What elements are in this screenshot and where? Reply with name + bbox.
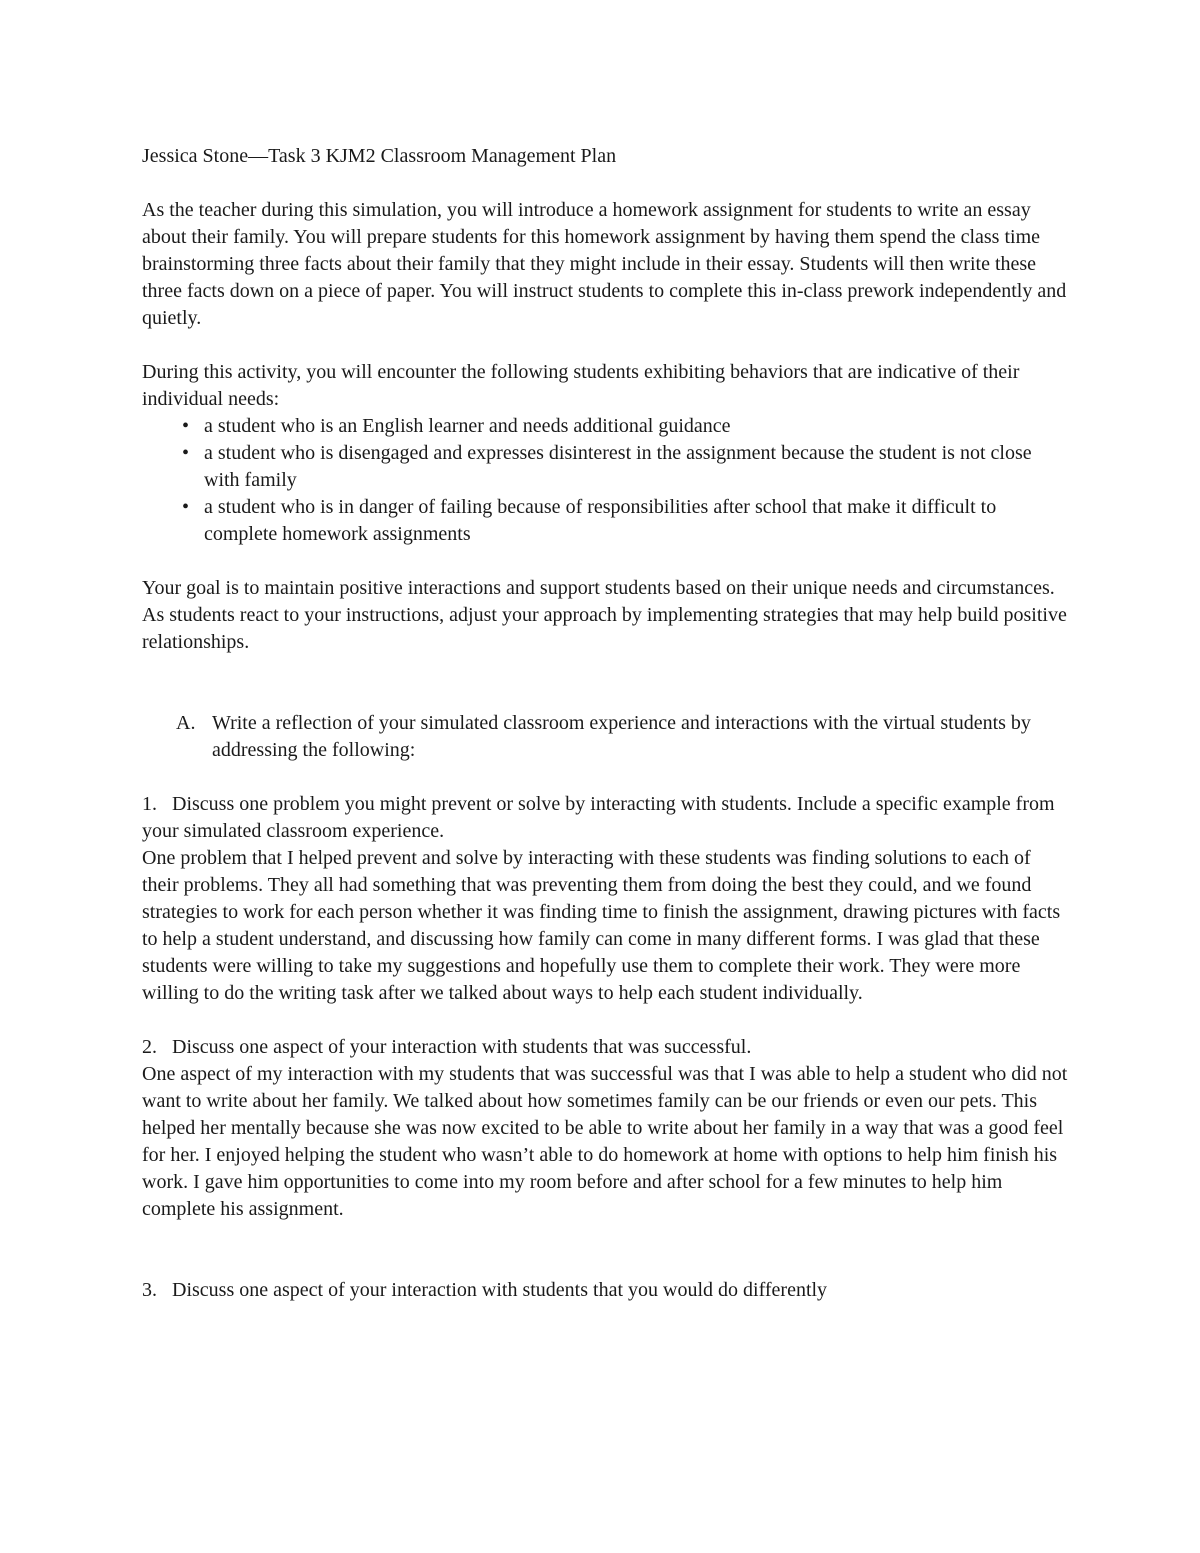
question-answer: One problem that I helped prevent and solve by interacting with these students was finding solutions to each of their problems. They all had something that was preventing them from doing the best they could, and we found strategies to work for each person whether it was finding time to finish the assignment, drawing pictures with facts to help a student understand, and discussing how family can come in many different forms. I was glad that these students were willing to take my suggestions and hopefully use them to complete their work. They were more willing to do the writing task after we talked about ways to help each student individually. xyxy=(142,847,1061,1004)
section-a-marker: A. xyxy=(176,712,196,734)
bullet-icon: • xyxy=(182,496,190,518)
needs-list xyxy=(142,413,1072,548)
question-prompt: 2. Discuss one aspect of your interaction with students that was successful. xyxy=(142,1034,1072,1061)
question-answer: One aspect of my interaction with my students that was successful was that I was able to help a student who did not want to write about her family. We talked about how sometimes family can be our friends or even our pets. This helped her mentally because she was now excited to be able to write about her family in a way that was a good feel for her. I enjoyed helping the student who wasn’t able to do homework at home with options to help him finish his work. I gave him opportunities to come into my room before and after school for a few minutes to help him complete his assignment. xyxy=(142,1063,1068,1220)
list-item: • a student who is in danger of failing because of responsibilities after school that make it difficult to complete homework assignments xyxy=(182,496,997,545)
section-a xyxy=(142,710,1072,764)
document-body xyxy=(142,143,1072,1304)
question-3 xyxy=(142,1277,1072,1304)
question-2 xyxy=(142,1034,1072,1223)
question-number: 2. xyxy=(142,1036,157,1058)
question-1 xyxy=(142,791,1072,1007)
document-title: Jessica Stone—Task 3 KJM2 Classroom Management Plan xyxy=(142,145,617,167)
during-paragraph: During this activity, you will encounter the following students exhibiting behaviors that are indicative of their individual needs: xyxy=(142,361,1020,410)
list-item: • a student who is an English learner and needs additional guidance xyxy=(142,413,1072,440)
goal-paragraph: Your goal is to maintain positive interactions and support students based on their unique needs and circumstances. As students react to your instructions, adjust your approach by implementing strategies that may help build positive relationships. xyxy=(142,577,1067,653)
bullet-icon: • xyxy=(182,442,190,464)
question-prompt: 1. Discuss one problem you might prevent or solve by interacting with students. Include a specific example from your simulated classroom experience. xyxy=(142,793,1055,842)
section-a-text: Write a reflection of your simulated classroom experience and interactions with the virtual students by addressing the following: xyxy=(212,712,1031,761)
question-number: 3. xyxy=(142,1279,157,1301)
question-prompt: 3. Discuss one aspect of your interaction with students that you would do differently xyxy=(142,1277,1072,1304)
list-item: • a student who is disengaged and expresses disinterest in the assignment because the student is not close with family xyxy=(182,442,1032,491)
bullet-icon: • xyxy=(182,415,190,437)
spacer xyxy=(142,656,1072,710)
spacer xyxy=(142,1250,1072,1277)
intro-paragraph: As the teacher during this simulation, you will introduce a homework assignment for students to write an essay about their family. You will prepare students for this homework assignment by having them spend the class time brainstorming three facts about their family that they might include in their essay. Students will then write these three facts down on a piece of paper. You will instruct students to complete this in-class prework independently and quietly. xyxy=(142,199,1067,329)
question-number: 1. xyxy=(142,793,157,815)
